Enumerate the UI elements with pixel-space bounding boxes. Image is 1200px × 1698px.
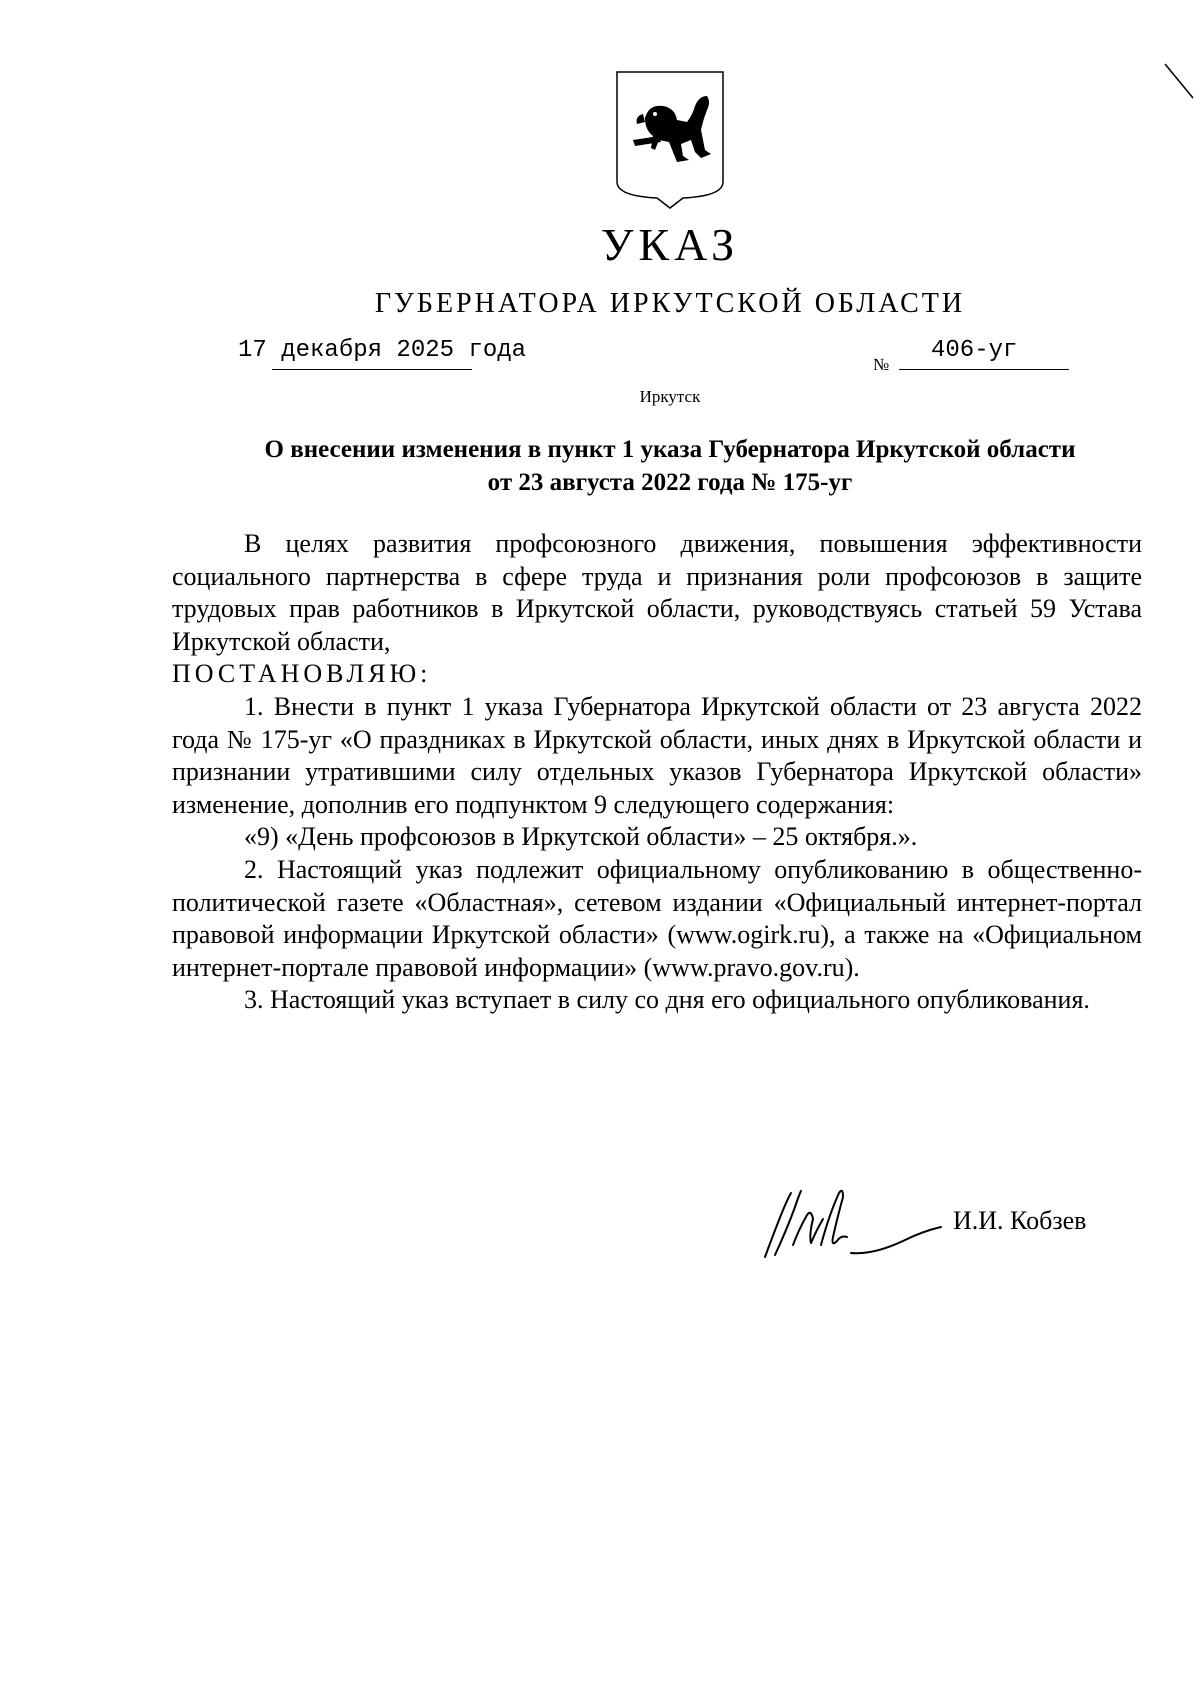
item-1-quote: «9) «День профсоюзов в Иркутской области» – 25 октября.». — [244, 822, 918, 852]
item-2-paragraph: 2. Настоящий указ подлежит официальному опубликованию в общественно-политической газете «Областная», сетевом издании «Официальный интернет-портал правовой информации Иркутской области» (www.ogirk.ru), а также на «Официальном интернет-портале правовой информации» (www.pravo.gov.ru). — [172, 854, 1142, 982]
number-underline — [899, 369, 1069, 370]
date-underline — [272, 369, 472, 370]
irkutsk-coat-of-arms-icon — [615, 70, 725, 210]
preamble-paragraph: В целях развития профсоюзного движения, повышения эффективности социального партнерства в сфере труда и признания роли профсоюзов в защите трудовых прав работников в Иркутской области, руководствуясь статьей 59 Устава Иркутской области, — [172, 529, 1142, 656]
decree-body — [172, 528, 1142, 1017]
item-3-paragraph: 3. Настоящий указ вступает в силу со дня его официального опубликования. — [244, 985, 1090, 1015]
heading-line-2: от 23 августа 2022 года № 175-уг — [487, 469, 853, 496]
handwritten-signature — [763, 1185, 963, 1260]
heading-line-1: О внесении изменения в пункт 1 указа Губернатора Иркутской области — [264, 436, 1076, 463]
number-sign: № — [873, 355, 890, 374]
decree-date: 17 декабря 2025 года — [238, 337, 527, 364]
decree-heading — [170, 433, 1170, 499]
item-1-paragraph: 1. Внести в пункт 1 указа Губернатора Иркутской области от 23 августа 2022 года № 175-уг «О праздниках в Иркутской области, иных днях в Иркутской области и признании утратившими силу отдельных указов Губернатора Иркутской области» изменение, дополнив его подпунктом 9 следующего содержания: — [172, 691, 1142, 819]
document-title: УКАЗ — [600, 219, 740, 270]
signatory-name: И.И. Кобзев — [953, 1206, 1087, 1235]
resolve-line: ПОСТАНОВЛЯЮ: — [172, 659, 432, 689]
corner-mark — [1164, 63, 1194, 99]
issuer-title: ГУБЕРНАТОРА ИРКУТСКОЙ ОБЛАСТИ — [374, 288, 966, 319]
decree-number: 406-уг — [931, 337, 1018, 364]
city-label: Иркутск — [639, 387, 701, 406]
